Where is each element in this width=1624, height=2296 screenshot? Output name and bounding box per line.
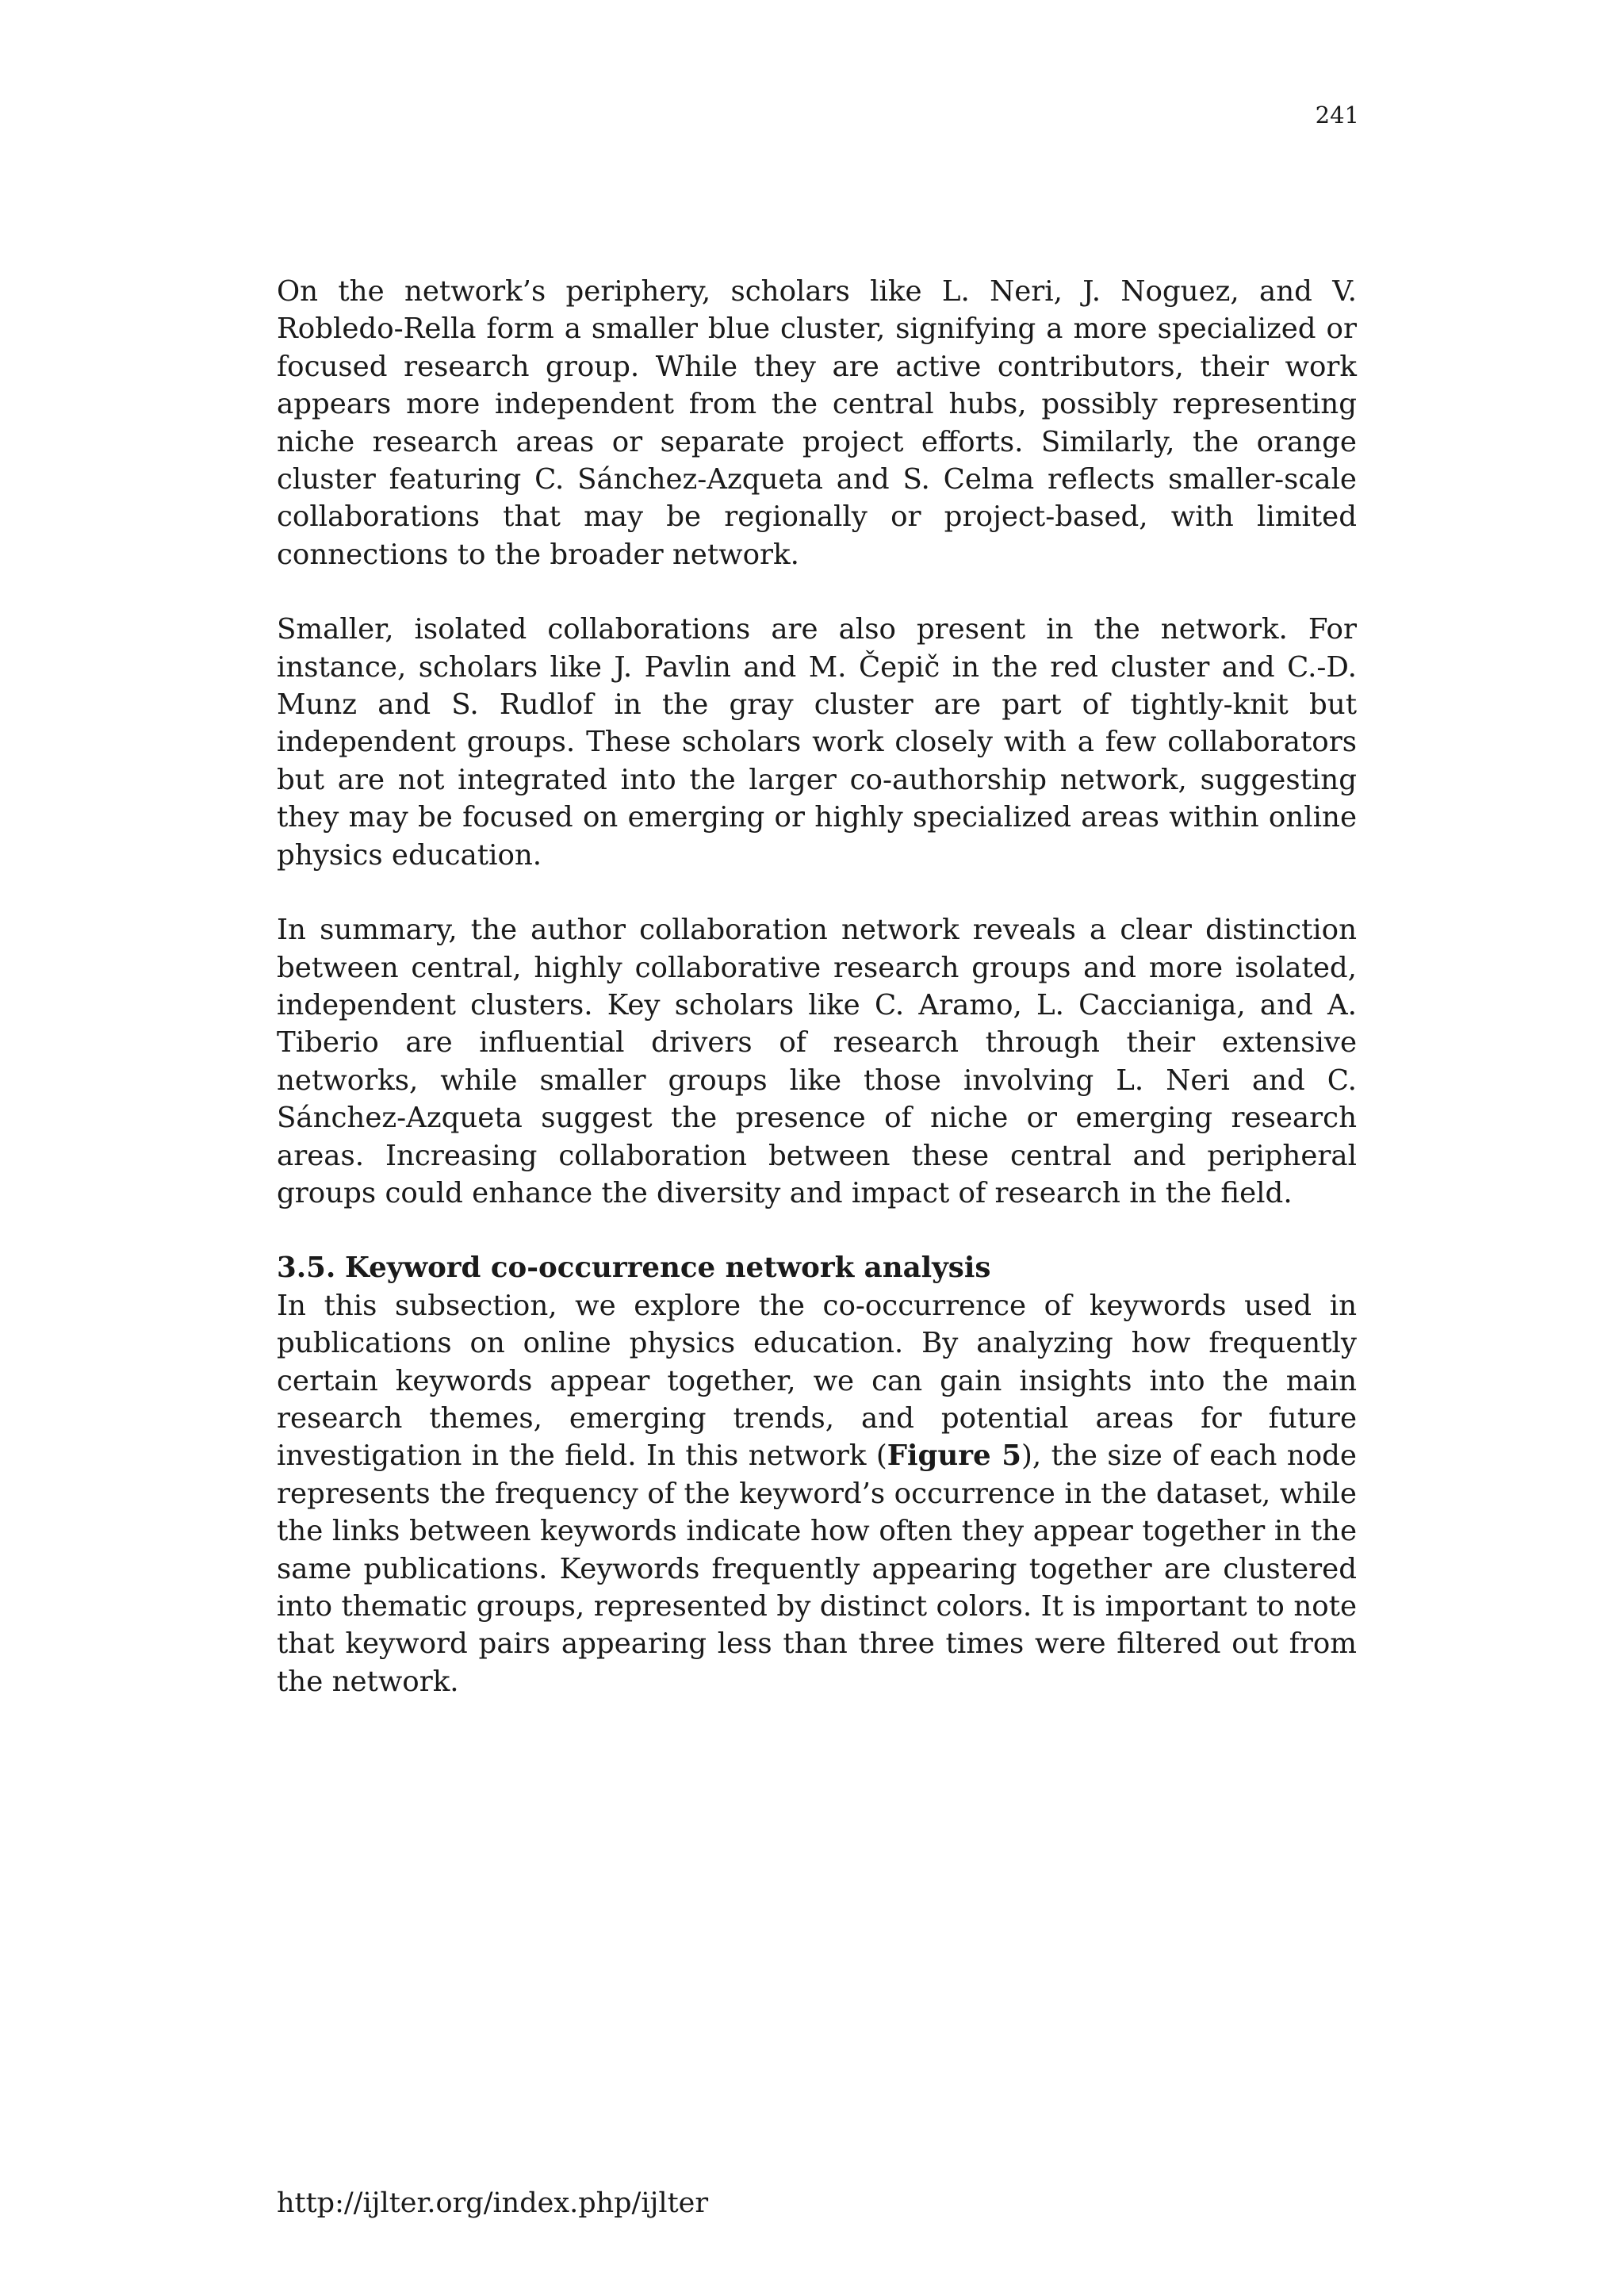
section-number: 3.5. [277, 1251, 336, 1285]
paragraph-text-after-ref: ), the size of each node represents the frequency of the keyword’s occurrence in the dataset, while the links between keywords indicate how often they appear together in the same publications. Keywords frequently appearing together are clustered into thematic groups, represented by distinct colors. It is important to note that keyword pairs appearing less than three times were filtered out from the network. [277, 1439, 1357, 1698]
paragraph-periphery: On the network’s periphery, scholars like L. Neri, J. Noguez, and V. Robledo-Rella form a smaller blue cluster, signifying a more specialized or focused research group. While they are active contributors, their work appears more independent from the central hubs, possibly representing niche research areas or separate project efforts. Similarly, the orange cluster featuring C. Sánchez-Azqueta and S. Celma reflects smaller-scale collaborations that may be regionally or project-based, with limited connections to the broader network. [277, 275, 1357, 571]
figure-reference: Figure 5 [887, 1439, 1021, 1473]
paragraph-keyword-analysis [277, 1287, 1357, 1700]
footer-url: http://ijlter.org/index.php/ijlter [277, 2187, 709, 2219]
page-number: 241 [1315, 102, 1359, 128]
section-title: Keyword co-occurrence network analysis [345, 1251, 991, 1285]
main-content [277, 273, 1357, 1700]
section-heading [277, 1249, 1357, 1286]
paragraph-isolated-collaborations: Smaller, isolated collaborations are also present in the network. For instance, scholars like J. Pavlin and M. Čepič in the red cluster and C.-D. Munz and S. Rudlof in the gray cluster are part of tightly-knit but independent groups. These scholars work closely with a few collaborators but are not integrated into the larger co-authorship network, suggesting they may be focused on emerging or highly specialized areas within online physics education. [277, 613, 1357, 872]
paragraph-text-before-ref: In this subsection, we explore the co-occurrence of keywords used in publications on online physics education. By analyzing how frequently certain keywords appear together, we can gain insights into the main research themes, emerging trends, and potential areas for future investigation in the field. In this network ( [277, 1289, 1357, 1473]
paragraph-summary: In summary, the author collaboration network reveals a clear distinction between central, highly collaborative research groups and more isolated, independent clusters. Key scholars like C. Aramo, L. Caccianiga, and A. Tiberio are influential drivers of research through their extensive networks, while smaller groups like those involving L. Neri and C. Sánchez-Azqueta suggest the presence of niche or emerging research areas. Increasing collaboration between these central and peripheral groups could enhance the diversity and impact of research in the field. [277, 914, 1357, 1209]
